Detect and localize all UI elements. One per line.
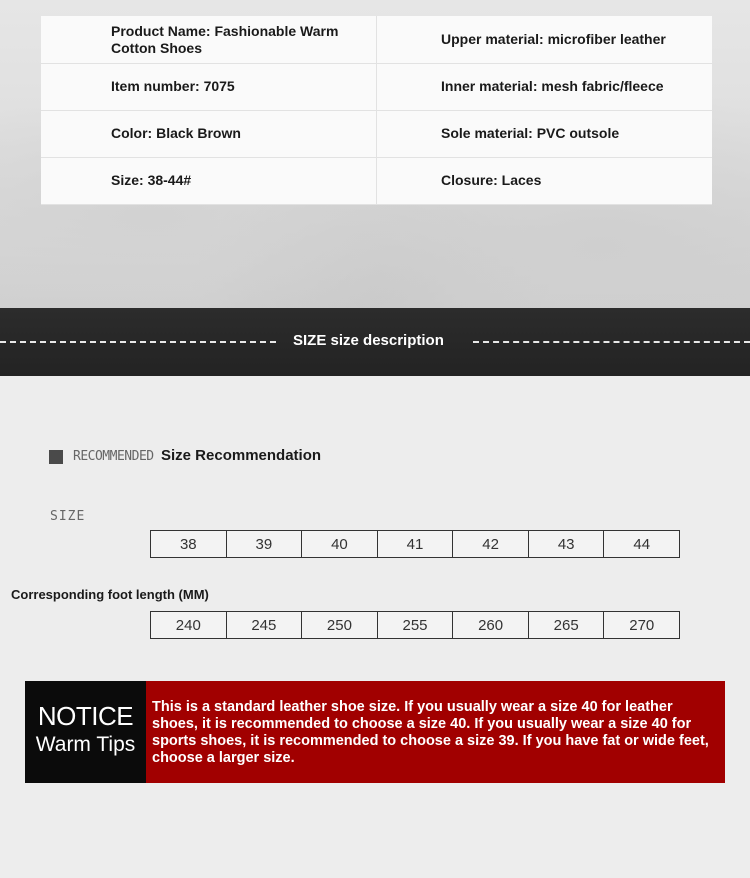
section-title: SIZE size description — [293, 332, 444, 349]
length-cell: 260 — [453, 612, 529, 638]
foot-length-row — [150, 611, 680, 639]
length-cell: 250 — [302, 612, 378, 638]
spec-size: Size: 38-44# — [111, 172, 192, 188]
dashed-rule-right — [473, 341, 750, 343]
spec-closure: Closure: Laces — [441, 172, 542, 188]
spec-item-number: Item number: 7075 — [111, 78, 235, 94]
foot-length-label: Corresponding foot length (MM) — [11, 587, 209, 602]
spec-inner-material: Inner material: mesh fabric/fleece — [441, 78, 664, 94]
column-divider — [376, 16, 377, 205]
spec-upper-material: Upper material: microfiber leather — [441, 31, 666, 47]
size-row — [150, 530, 680, 558]
size-cell: 43 — [529, 531, 605, 557]
spec-product-name: Product Name: Fashionable Warm Cotton Shoes — [111, 22, 339, 56]
size-cell: 40 — [302, 531, 378, 557]
recommended-label: RECOMMENDED — [73, 449, 154, 464]
size-section-bar — [0, 308, 750, 376]
bullet-square — [49, 450, 63, 464]
product-spec-table — [41, 16, 712, 205]
fur-background — [0, 0, 750, 308]
notice-title: NOTICE — [37, 701, 134, 731]
length-cell: 265 — [529, 612, 605, 638]
notice-box — [25, 681, 725, 783]
notice-text: This is a standard leather shoe size. If you usually wear a size 40 for leather shoes, it is recommended to choose a size 40. If you usually wear a size 40 for sports shoes, it is recommended to choose a size 39. If you have fat or wide feet, choose a larger size. — [152, 699, 709, 766]
dashed-rule-left — [0, 341, 276, 343]
size-cell: 41 — [378, 531, 454, 557]
spec-sole-material: Sole material: PVC outsole — [441, 125, 620, 141]
length-cell: 240 — [151, 612, 227, 638]
length-cell: 255 — [378, 612, 454, 638]
spec-color: Color: Black Brown — [111, 125, 241, 141]
size-cell: 38 — [151, 531, 227, 557]
size-recommendation-title: Size Recommendation — [161, 447, 322, 464]
size-cell: 44 — [633, 535, 651, 553]
size-cell: 42 — [453, 531, 529, 557]
notice-header-block — [25, 681, 146, 783]
length-cell: 270 — [629, 616, 655, 634]
size-cell: 39 — [227, 531, 303, 557]
length-cell: 245 — [227, 612, 303, 638]
size-row-label: SIZE — [50, 509, 86, 524]
notice-subtitle: Warm Tips — [35, 733, 136, 756]
